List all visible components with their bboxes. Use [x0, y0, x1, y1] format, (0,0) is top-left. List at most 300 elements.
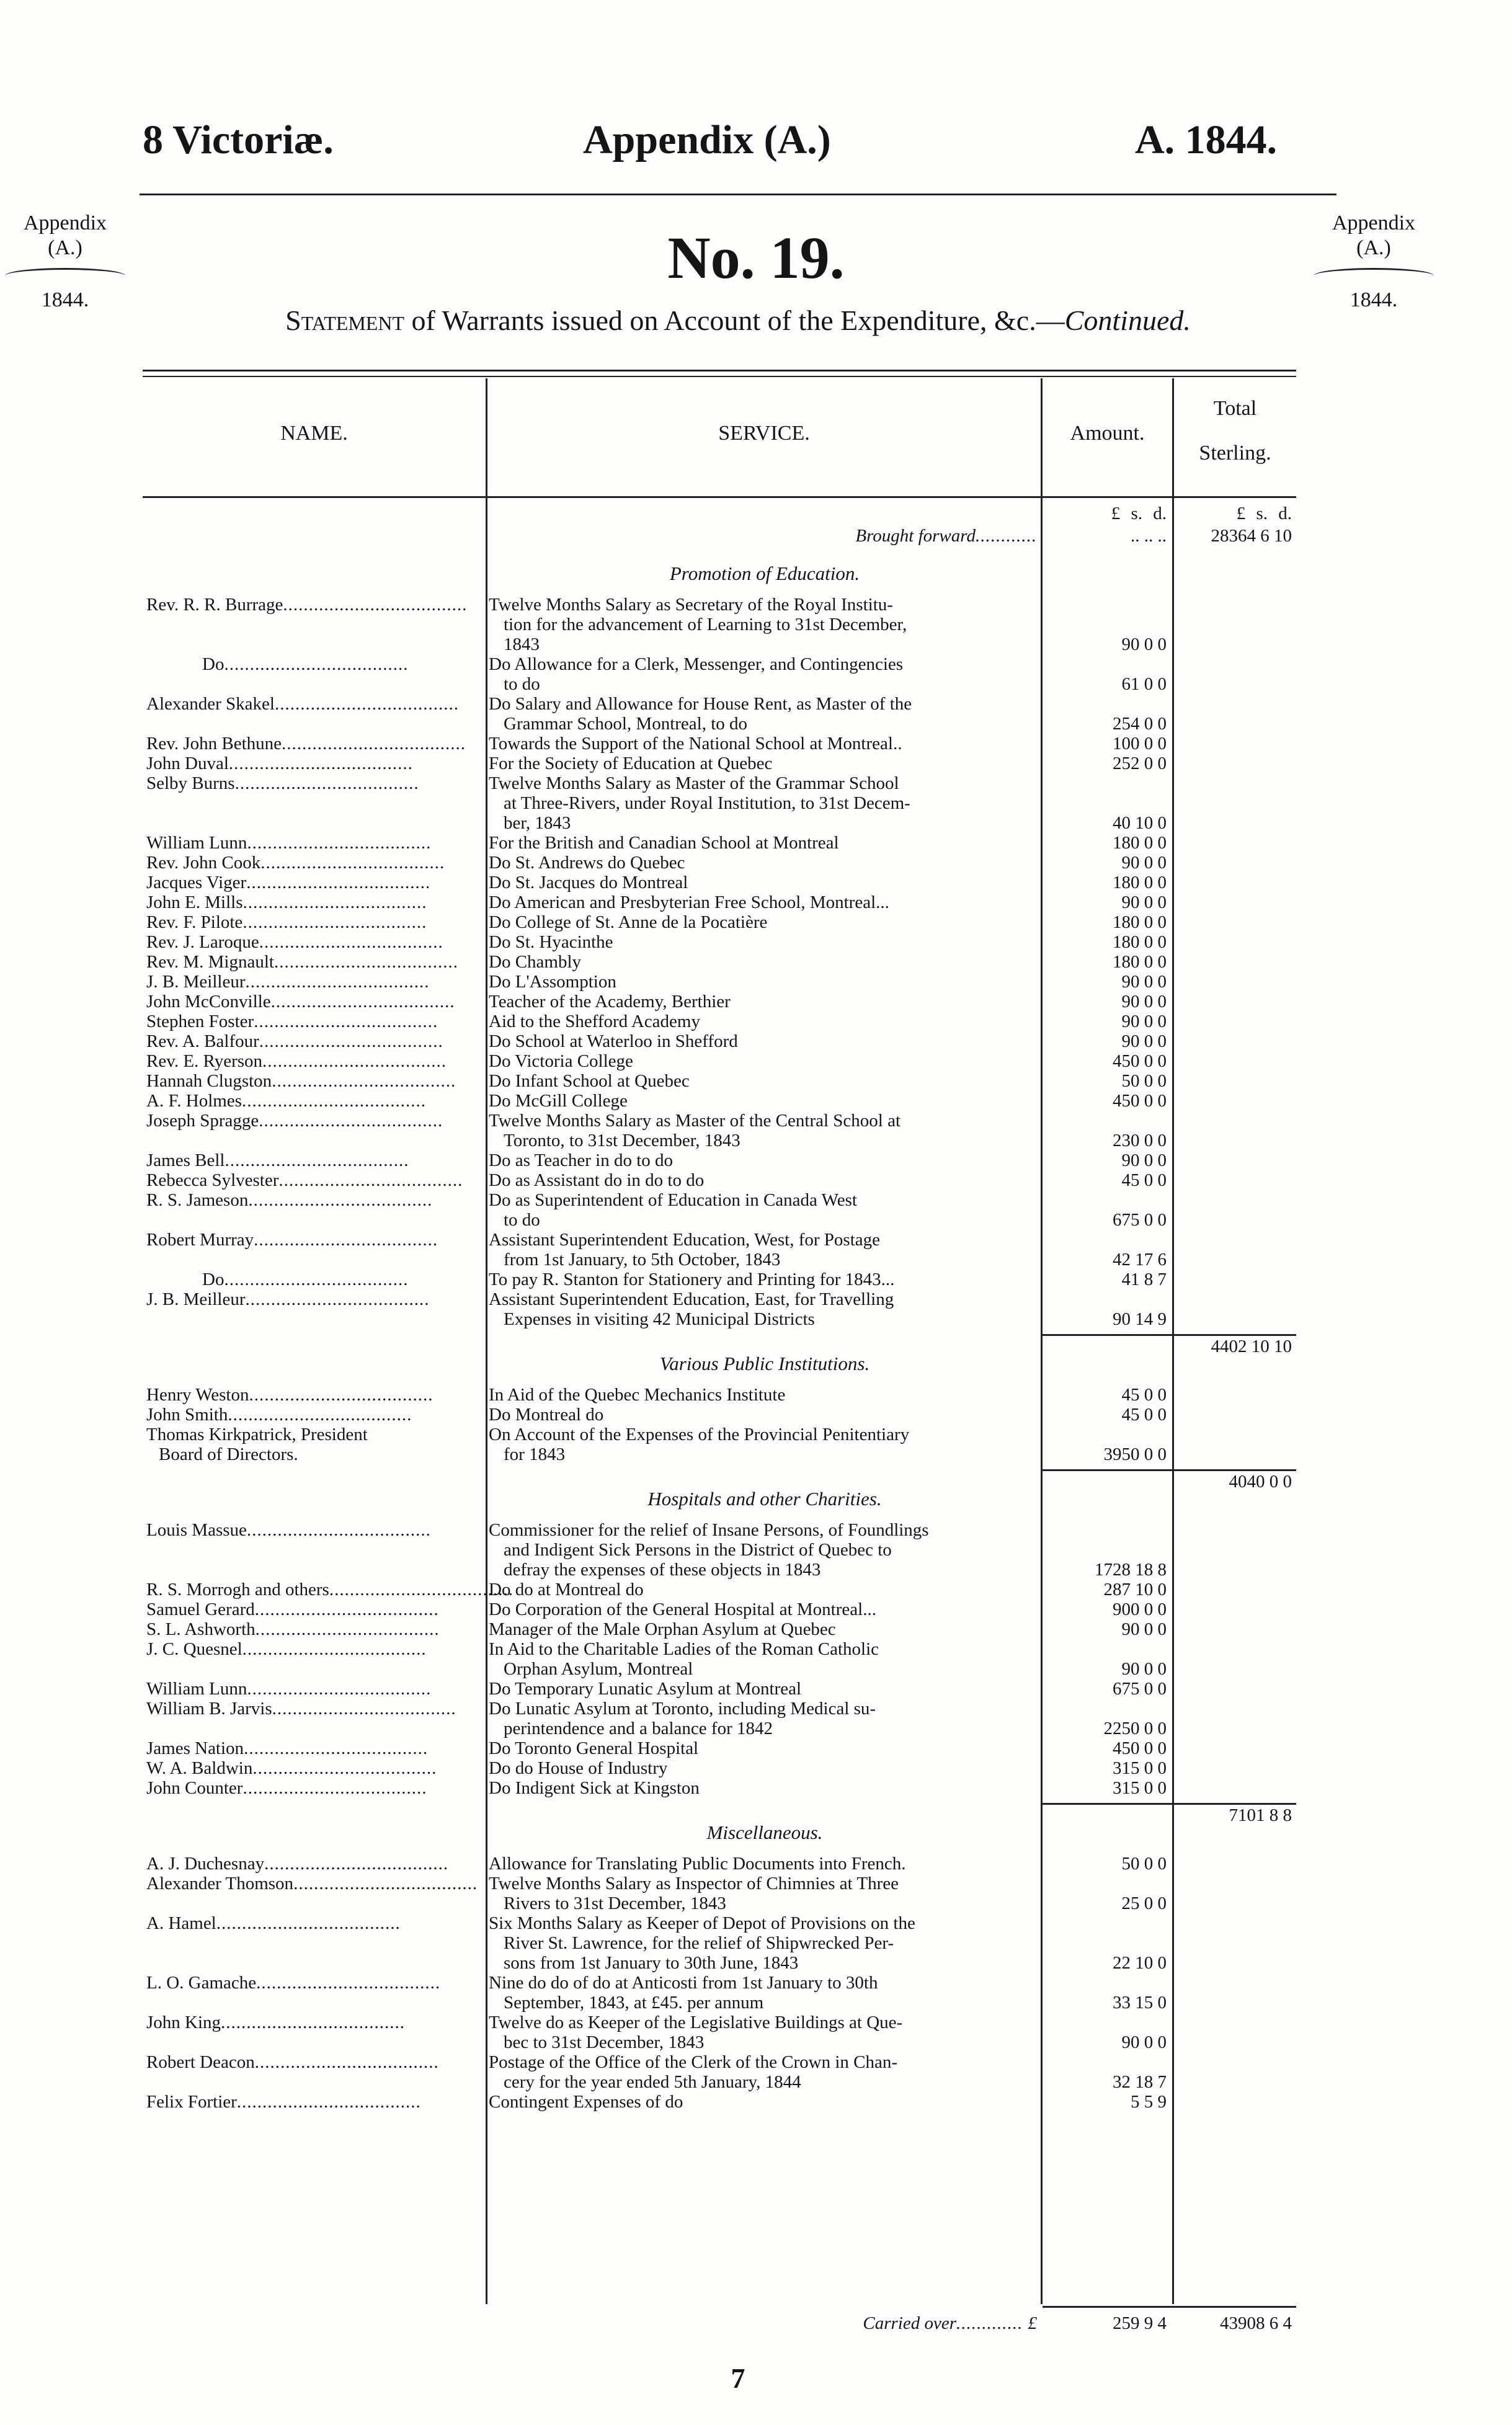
row-service-line: Expenses in visiting 42 Municipal Districts [504, 1309, 815, 1329]
row-name-text: Felix Fortier [146, 2092, 237, 2112]
row-service-line: Do St. Jacques do Montreal [489, 873, 688, 892]
row-name-text: Rev. F. Pilote [146, 912, 243, 932]
row-amount: 90 0 0 [1121, 1150, 1167, 1170]
row-name-leader: .................................... [234, 773, 419, 793]
col-header-amount: Amount. [1070, 422, 1145, 445]
carried-over-text: Carried over [863, 2313, 956, 2333]
row-service-line: Nine do do of do at Anticosti from 1st January to 30th [489, 1973, 878, 1993]
row-name-text: Rev. A. Balfour [146, 1031, 259, 1051]
row-amount: 90 0 0 [1121, 992, 1167, 1012]
row-name-text: Hannah Clugston [146, 1071, 272, 1091]
row-service-line: Do as Superintendent of Education in Canada West [489, 1190, 857, 1210]
row-name-leader: .................................... [242, 1778, 427, 1798]
row-service-line: Do do House of Industry [489, 1758, 668, 1778]
row-name [146, 1600, 484, 1619]
row-name-leader: .................................... [255, 1619, 440, 1639]
row-service-line: at Three-Rivers, under Royal Institution, to 31st Decem- [504, 793, 910, 813]
row-name-leader: .................................... [221, 2013, 406, 2032]
table-top-rule-1 [143, 370, 1296, 372]
row-name-leader: .................................... [249, 1385, 434, 1405]
row-name-leader: .................................... [228, 1405, 412, 1425]
margin-note-right-year: 1844. [1350, 288, 1398, 311]
row-name-leader: .................................... [278, 1170, 463, 1190]
row-service-line: Do Victoria College [489, 1051, 633, 1071]
carried-over-amount: 259 9 4 [1113, 2313, 1167, 2333]
section-heading: Miscellaneous. [706, 1822, 823, 1843]
row-service-line: Do Toronto General Hospital [489, 1738, 699, 1758]
units-amount: £ s. d. [1111, 504, 1167, 523]
row-service-line: Contingent Expenses of do [489, 2092, 683, 2112]
brought-forward-amount: .. .. .. [1131, 526, 1167, 546]
row-name [146, 1031, 484, 1051]
brought-forward-total: 28364 6 10 [1211, 526, 1292, 546]
row-name [146, 1405, 484, 1425]
row-amount: 5 5 9 [1131, 2092, 1167, 2112]
row-name-text: James Bell [146, 1150, 225, 1170]
row-name-text: Do [202, 1270, 225, 1289]
row-name [146, 1091, 484, 1111]
row-name-leader: .................................... [254, 2052, 439, 2072]
row-name [146, 1012, 484, 1031]
row-name-text: William B. Jarvis [146, 1699, 272, 1719]
row-name [146, 1425, 484, 1444]
row-name-text: Alexander Thomson [146, 1874, 294, 1893]
row-name-text: John Smith [146, 1405, 228, 1425]
row-name-leader: .................................... [242, 912, 427, 932]
row-amount: 90 0 0 [1121, 1659, 1167, 1679]
table-header-rule [143, 496, 1296, 498]
margin-note-left-year: 1844. [41, 288, 89, 311]
row-service-line: Grammar School, Montreal, to do [504, 714, 748, 734]
row-amount: 90 14 9 [1113, 1309, 1167, 1329]
row-name-leader: .................................... [259, 1031, 443, 1051]
row-service-line: In Aid to the Charitable Ladies of the Roman Catholic [489, 1639, 879, 1659]
row-name [146, 1679, 484, 1699]
row-name-text: John McConville [146, 992, 271, 1012]
row-amount: 287 10 0 [1103, 1580, 1167, 1600]
row-name-text: Selby Burns [146, 773, 235, 793]
row-name-line2: Board of Directors. [159, 1444, 298, 1464]
row-name-text: Samuel Gerard [146, 1600, 255, 1619]
row-service-line: Assistant Superintendent Education, East, for Travelling [489, 1289, 894, 1309]
row-name-leader: .................................... [236, 2092, 421, 2112]
row-amount: 252 0 0 [1113, 754, 1167, 773]
row-name-leader: .................................... [242, 892, 427, 912]
row-name-text: Joseph Spragge [146, 1111, 259, 1131]
row-service-line: Do do at Montreal do [489, 1580, 644, 1600]
row-name-leader: .................................... [241, 1091, 426, 1111]
statement-lead: Statement [285, 305, 404, 336]
row-name-leader: .................................... [245, 972, 430, 992]
row-service-line: Do Allowance for a Clerk, Messenger, and Contingencies [489, 654, 904, 674]
row-amount: 675 0 0 [1113, 1679, 1167, 1699]
subtotal-rule [1043, 1803, 1296, 1805]
row-name [146, 1111, 484, 1131]
row-name [146, 1913, 484, 1933]
row-service-line: For the British and Canadian School at Montreal [489, 833, 839, 853]
row-service-line: Twelve Months Salary as Secretary of the Royal Institu- [489, 595, 893, 615]
row-service-line: Do Chambly [489, 952, 582, 972]
row-amount: 50 0 0 [1121, 1071, 1167, 1091]
row-service-line: To pay R. Stanton for Stationery and Printing for 1843... [489, 1270, 895, 1289]
row-name-leader: .................................... [252, 1758, 437, 1778]
header-right: A. 1844. [1135, 117, 1278, 162]
row-service-line: Do McGill College [489, 1091, 628, 1111]
row-name-leader: .................................... [293, 1874, 478, 1893]
row-service-line: to do [504, 1210, 540, 1230]
row-amount: 90 0 0 [1121, 853, 1167, 873]
row-name [146, 1520, 484, 1540]
section-heading: Hospitals and other Charities. [647, 1488, 882, 1510]
row-service-line: ber, 1843 [504, 813, 571, 833]
row-amount: 45 0 0 [1121, 1385, 1167, 1405]
row-amount: 315 0 0 [1113, 1778, 1167, 1798]
row-name-text: John King [146, 2013, 221, 2032]
row-name-leader: .................................... [254, 1230, 438, 1250]
statement-rest: of Warrants issued on Account of the Expenditure, &c.— [404, 305, 1065, 336]
row-name [146, 873, 484, 892]
row-amount: 90 0 0 [1121, 634, 1167, 654]
row-name-text: J. C. Quesnel [146, 1639, 242, 1659]
statement-continued: Continued. [1064, 305, 1191, 336]
row-name-leader: .................................... [264, 1854, 449, 1874]
row-name-leader: .................................... [254, 1012, 438, 1031]
row-service-line: Orphan Asylum, Montreal [504, 1659, 693, 1679]
section-heading: Various Public Institutions. [659, 1353, 870, 1374]
row-service-line: Six Months Salary as Keeper of Depot of Provisions on the [489, 1913, 915, 1933]
row-service-line: and Indigent Sick Persons in the District of Quebec to [504, 1540, 892, 1560]
row-amount: 180 0 0 [1113, 833, 1167, 853]
margin-note-right-line2: (A.) [1356, 236, 1391, 259]
row-service-line: Toronto, to 31st December, 1843 [504, 1131, 740, 1150]
carried-over-rule [1043, 2306, 1296, 2308]
subtotal-rule [1043, 1334, 1296, 1336]
row-name-leader: .................................... [273, 952, 458, 972]
row-service-line: Do St. Hyacinthe [489, 932, 613, 952]
row-amount: 42 17 6 [1113, 1250, 1167, 1270]
row-name [146, 1738, 484, 1758]
row-name-text: Thomas Kirkpatrick, President [146, 1425, 368, 1444]
row-name-text: J. B. Meilleur [146, 972, 246, 992]
row-amount: 45 0 0 [1121, 1170, 1167, 1190]
row-name-leader: .................................... [242, 1639, 427, 1659]
brought-forward-text: Brought forward [855, 526, 976, 546]
row-name [146, 972, 484, 992]
row-amount: 40 10 0 [1113, 813, 1167, 833]
row-name [146, 2052, 484, 2072]
row-name-text: Rev. John Bethune [146, 734, 282, 754]
carried-over-leader: ............. [956, 2313, 1028, 2333]
row-service-line: For the Society of Education at Quebec [489, 754, 773, 773]
row-amount: 90 0 0 [1121, 1619, 1167, 1639]
row-service-line: from 1st January, to 5th October, 1843 [504, 1250, 781, 1270]
row-service-line: Do Indigent Sick at Kingston [489, 1778, 700, 1798]
row-amount: 33 15 0 [1113, 1993, 1167, 2013]
row-name [146, 2092, 484, 2112]
row-service-line: to do [504, 674, 540, 694]
row-name-leader: .................................... [272, 1699, 456, 1719]
row-name-text: R. S. Morrogh and others [146, 1580, 329, 1600]
row-name-text: J. B. Meilleur [146, 1289, 246, 1309]
row-name [146, 1619, 484, 1639]
row-name-text: James Nation [146, 1738, 244, 1758]
row-name-text: Stephen Foster [146, 1012, 254, 1031]
row-service-line: Manager of the Male Orphan Asylum at Quebec [489, 1619, 836, 1639]
row-name-leader: .................................... [246, 873, 431, 892]
row-service-line: Allowance for Translating Public Documents into French. [489, 1854, 906, 1874]
row-name-text: John E. Mills [146, 892, 243, 912]
row-service-line: Do American and Presbyterian Free School, Montreal... [489, 892, 889, 912]
row-name-leader: .................................... [259, 932, 443, 952]
brought-forward-leader: ............ [976, 526, 1037, 546]
row-name [146, 1699, 484, 1719]
document-number: No. 19. [667, 225, 845, 291]
row-service-line: Commissioner for the relief of Insane Persons, of Foundlings [489, 1520, 929, 1540]
row-name [146, 1071, 484, 1091]
row-name [146, 754, 484, 773]
row-service-line: Do L'Assomption [489, 972, 616, 992]
row-service-line: Do College of St. Anne de la Pocatière [489, 912, 768, 932]
row-name-text: Robert Deacon [146, 2052, 255, 2072]
row-name-text: Jacques Viger [146, 873, 247, 892]
row-name [146, 833, 484, 853]
row-name-leader: .................................... [244, 1738, 429, 1758]
row-service-line: cery for the year ended 5th January, 1844 [504, 2072, 801, 2092]
header-left: 8 Victoriæ. [143, 117, 334, 162]
row-name-leader: .................................... [256, 1973, 441, 1993]
row-name [146, 2013, 484, 2032]
row-service-line: bec to 31st December, 1843 [504, 2032, 705, 2052]
row-service-line: Rivers to 31st December, 1843 [504, 1893, 726, 1913]
statement-title [186, 304, 1290, 337]
row-name-leader: .................................... [228, 754, 413, 773]
row-service-line: Do St. Andrews do Quebec [489, 853, 685, 873]
row-name-text: A. F. Holmes [146, 1091, 242, 1111]
row-name [146, 1385, 484, 1405]
row-name [146, 595, 484, 615]
row-name-text: Louis Massue [146, 1520, 247, 1540]
row-name-leader: .................................... [247, 1679, 432, 1699]
margin-note-right-line1: Appendix [1332, 211, 1416, 234]
row-amount: 45 0 0 [1121, 1405, 1167, 1425]
row-service-line: Do as Assistant do in do to do [489, 1170, 705, 1190]
row-name-text: Rev. E. Ryerson [146, 1051, 263, 1071]
row-name [146, 1639, 484, 1659]
row-name-text: Alexander Skakel [146, 694, 275, 714]
row-name-leader: .................................... [248, 1190, 433, 1210]
row-amount: 675 0 0 [1113, 1210, 1167, 1230]
row-name [146, 1580, 514, 1600]
row-subtotal: 7101 8 8 [1229, 1805, 1292, 1825]
row-name [146, 992, 484, 1012]
margin-note-left-line1: Appendix [23, 211, 107, 234]
row-name [146, 1854, 484, 1874]
row-service-line: tion for the advancement of Learning to 31st December, [504, 615, 907, 634]
row-name-leader: .................................... [283, 595, 468, 615]
row-amount: 22 10 0 [1113, 1953, 1167, 1973]
row-service-line: River St. Lawrence, for the relief of Shipwrecked Per- [504, 1933, 894, 1953]
row-name-text: A. J. Duchesnay [146, 1854, 265, 1874]
row-service-line: Assistant Superintendent Education, West, for Postage [489, 1230, 881, 1250]
row-name-leader: .................................... [216, 1913, 401, 1933]
row-name-leader: .................................... [245, 1289, 430, 1309]
row-amount: 90 0 0 [1121, 972, 1167, 992]
header-rule [140, 194, 1336, 195]
row-name [146, 1973, 484, 1993]
row-name [146, 1758, 484, 1778]
row-name-leader: .................................... [272, 1071, 456, 1091]
row-service-line: Teacher of the Academy, Berthier [489, 992, 731, 1012]
row-name [146, 932, 484, 952]
row-service-line: Do Salary and Allowance for House Rent, as Master of the [489, 694, 912, 714]
row-name-leader: .................................... [259, 1111, 443, 1131]
row-service-line: Do Infant School at Quebec [489, 1071, 690, 1091]
row-service-line: Do as Teacher in do to do [489, 1150, 674, 1170]
row-amount: 230 0 0 [1113, 1131, 1167, 1150]
header-center: Appendix (A.) [583, 117, 831, 162]
row-name-text: Robert Murray [146, 1230, 254, 1250]
row-name [146, 1051, 484, 1071]
row-amount: 180 0 0 [1113, 873, 1167, 892]
row-name [202, 654, 484, 674]
row-amount: 90 0 0 [1121, 1012, 1167, 1031]
col-header-total-1: Total [1213, 397, 1257, 420]
units-total: £ s. d. [1236, 504, 1292, 523]
row-amount: 900 0 0 [1113, 1600, 1167, 1619]
row-name-leader: .................................... [225, 1150, 409, 1170]
row-name-text: A. Hamel [146, 1913, 216, 1933]
row-amount: 100 0 0 [1113, 734, 1167, 754]
row-amount: 90 0 0 [1121, 892, 1167, 912]
row-service-line: sons from 1st January to 30th June, 1843 [504, 1953, 799, 1973]
row-name [146, 1289, 484, 1309]
row-amount: 25 0 0 [1121, 1893, 1167, 1913]
row-amount: 180 0 0 [1113, 952, 1167, 972]
col-header-service: SERVICE. [718, 422, 810, 445]
row-service-line: Twelve do as Keeper of the Legislative Buildings at Que- [489, 2013, 903, 2032]
row-name-leader: .................................... [247, 833, 432, 853]
row-service-line: Do Corporation of the General Hospital at Montreal... [489, 1600, 876, 1619]
subtotal-rule [1043, 1469, 1296, 1471]
row-amount: 41 8 7 [1121, 1270, 1167, 1289]
row-name-text: Rev. R. R. Burrage [146, 595, 283, 615]
row-service-line: perintendence and a balance for 1842 [504, 1719, 773, 1738]
row-amount: 50 0 0 [1121, 1854, 1167, 1874]
row-name-leader: .................................... [274, 694, 459, 714]
row-amount: 1728 18 8 [1095, 1560, 1167, 1580]
row-service-line: September, 1843, at £45. per annum [504, 1993, 764, 2013]
row-amount: 90 0 0 [1121, 1031, 1167, 1051]
row-amount: 450 0 0 [1113, 1738, 1167, 1758]
row-amount: 32 18 7 [1113, 2072, 1167, 2092]
row-service-line: Postage of the Office of the Clerk of the Crown in Chan- [489, 2052, 898, 2072]
row-amount: 2250 0 0 [1103, 1719, 1167, 1738]
row-amount: 450 0 0 [1113, 1051, 1167, 1071]
brought-forward-label [682, 526, 1037, 546]
row-name [202, 1270, 484, 1289]
row-name-leader: .................................... [224, 654, 409, 674]
row-service-line: for 1843 [504, 1444, 566, 1464]
carried-over-currency: £ [1028, 2313, 1037, 2333]
row-name-leader: .................................... [329, 1580, 514, 1600]
row-name-text: W. A. Baldwin [146, 1758, 253, 1778]
row-amount: 3950 0 0 [1103, 1444, 1167, 1464]
row-name-text: John Counter [146, 1778, 243, 1798]
row-service-line: Twelve Months Salary as Inspector of Chimnies at Three [489, 1874, 899, 1893]
row-subtotal: 4040 0 0 [1229, 1472, 1292, 1492]
row-service-line: Do Montreal do [489, 1405, 604, 1425]
row-name-leader: .................................... [246, 1520, 431, 1540]
section-heading: Promotion of Education. [669, 563, 860, 584]
row-name-text: L. O. Gamache [146, 1973, 257, 1993]
row-name-text: Rebecca Sylvester [146, 1170, 279, 1190]
row-name [146, 1778, 484, 1798]
col-divider-name [486, 378, 487, 2304]
row-service-line: Twelve Months Salary as Master of the Central School at [489, 1111, 901, 1131]
row-service-line: Aid to the Shefford Academy [489, 1012, 700, 1031]
row-service-line: On Account of the Expenses of the Provincial Penitentiary [489, 1425, 910, 1444]
row-name [146, 1170, 484, 1190]
row-name [146, 734, 484, 754]
row-name-leader: .................................... [254, 1600, 439, 1619]
row-name [146, 1230, 484, 1250]
row-name [146, 1874, 484, 1893]
row-name-leader: .................................... [270, 992, 455, 1012]
col-divider-service [1041, 378, 1043, 2304]
row-service-line: Do School at Waterloo in Shefford [489, 1031, 738, 1051]
row-name-text: Rev. J. Laroque [146, 932, 259, 952]
row-name [146, 1190, 484, 1210]
row-name [146, 694, 484, 714]
margin-note-left-line2: (A.) [48, 236, 82, 259]
row-subtotal: 4402 10 10 [1211, 1337, 1292, 1356]
row-service-line: Do Temporary Lunatic Asylum at Montreal [489, 1679, 802, 1699]
row-name-text: Rev. John Cook [146, 853, 261, 873]
row-name-text: R. S. Jameson [146, 1190, 249, 1210]
row-amount: 254 0 0 [1113, 714, 1167, 734]
row-service-line: Twelve Months Salary as Master of the Grammar School [489, 773, 899, 793]
row-amount: 315 0 0 [1113, 1758, 1167, 1778]
row-name-leader: .................................... [224, 1270, 409, 1289]
row-name [146, 773, 484, 793]
row-amount: 450 0 0 [1113, 1091, 1167, 1111]
col-header-total-2: Sterling. [1199, 442, 1271, 465]
row-name [146, 912, 484, 932]
row-name-text: William Lunn [146, 833, 247, 853]
row-name-leader: .................................... [260, 853, 445, 873]
row-service-line: In Aid of the Quebec Mechanics Institute [489, 1385, 786, 1405]
row-amount: 90 0 0 [1121, 2032, 1167, 2052]
row-service-line: defray the expenses of these objects in 1843 [504, 1560, 821, 1580]
carried-over-total: 43908 6 4 [1220, 2313, 1292, 2333]
row-service-line: 1843 [504, 634, 540, 654]
row-service-line: Towards the Support of the National School at Montreal.. [489, 734, 902, 754]
row-name-text: William Lunn [146, 1679, 247, 1699]
row-name [146, 952, 484, 972]
row-service-line: Do Lunatic Asylum at Toronto, including Medical su- [489, 1699, 876, 1719]
row-name-text: Do [202, 654, 225, 674]
carried-over-label [682, 2313, 1037, 2333]
col-header-name: NAME. [280, 422, 348, 445]
row-amount: 180 0 0 [1113, 912, 1167, 932]
row-name-leader: .................................... [282, 734, 466, 754]
row-name [146, 1150, 484, 1170]
row-amount: 61 0 0 [1121, 674, 1167, 694]
row-name-text: Rev. M. Mignault [146, 952, 274, 972]
row-name [146, 853, 484, 873]
page-number: 7 [731, 2362, 745, 2394]
row-name-text: S. L. Ashworth [146, 1619, 256, 1639]
